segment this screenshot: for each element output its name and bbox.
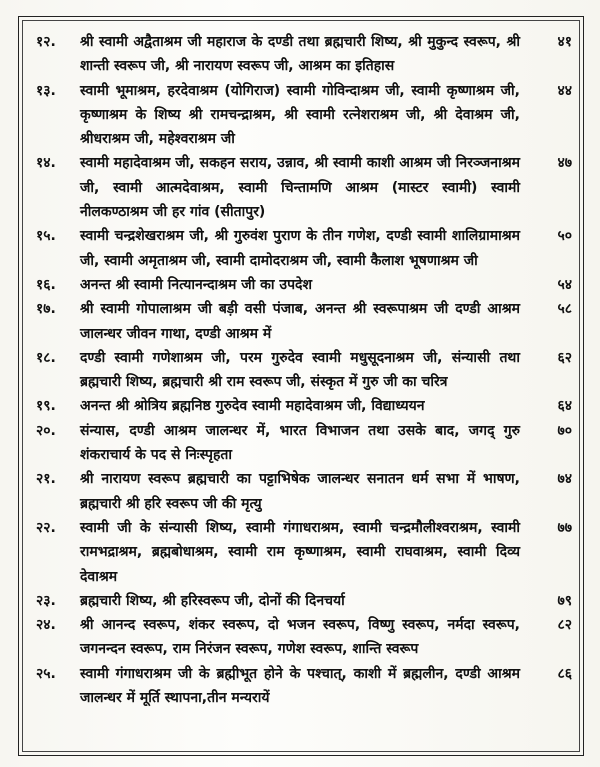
toc-entry-21 (36, 467, 576, 516)
entry-number: १४. (36, 155, 56, 172)
toc-entry-23 (36, 589, 576, 613)
entry-number: १६. (36, 276, 56, 293)
entry-page-number: ७७ (557, 519, 572, 536)
table-of-contents (36, 30, 576, 710)
entry-number: २२. (36, 519, 56, 536)
entry-title: स्वामी जी के संन्यासी शिष्य, स्वामी गंगाधराश्रम, स्वामी चन्द्रमौलीश्वराश्रम, स्वामी रामभद्राश्रम, ब्रह्मबोधाश्रम, स्वामी राम कृष्णाश्रम, स्वामी राघवाश्रम, स्वामी दिव्य देवाश्रम (80, 519, 520, 585)
entry-page-number: ६२ (557, 349, 572, 366)
entry-title: अनन्त श्री श्रोत्रिय ब्रह्मनिष्ठ गुरुदेव स्वामी महादेवाश्रम जी, विद्याध्ययन (80, 398, 425, 415)
entry-page-number: ८२ (557, 617, 572, 634)
entry-page-number: ४७ (557, 155, 572, 172)
entry-number: २४. (36, 617, 56, 634)
toc-entry-16 (36, 273, 576, 297)
entry-title: स्वामी गंगाधराश्रम जी के ब्रह्मीभूत होने के पश्चात्, काशी में ब्रह्मलीन, दण्डी आश्रम जालन्धर में मूर्ति स्थापना,तीन मन्यरायें (80, 665, 520, 707)
entry-number: १३. (36, 82, 56, 99)
entry-number: १७. (36, 301, 56, 318)
entry-title: श्री स्वामी अद्वैताश्रम जी महाराज के दण्डी तथा ब्रह्मचारी शिष्य, श्री मुकुन्द स्वरूप, श्री शान्ती स्वरूप जी, श्री नारायण स्वरूप जी, आश्रम का इतिहास (80, 34, 520, 75)
entry-number: १९. (36, 398, 56, 415)
entry-number: २५. (36, 665, 56, 682)
toc-entry-24 (36, 613, 576, 662)
entry-page-number: ८६ (557, 665, 572, 682)
toc-entry-14 (36, 151, 576, 224)
toc-entry-12 (36, 30, 576, 79)
entry-title: स्वामी चन्द्रशेखराश्रम जी, श्री गुरुवंश पुराण के तीन गणेश, दण्डी स्वामी शालिग्रामाश्रम जी, स्वामी अमृताश्रम जी, स्वामी दामोदराश्रम जी, स्वामी कैलाश भूषणाश्रम जी (80, 228, 520, 269)
entry-page-number: ५० (557, 228, 572, 245)
toc-entry-20 (36, 419, 576, 468)
entry-number: २३. (36, 592, 56, 609)
entry-number: १८. (36, 349, 56, 366)
entry-title: श्री नारायण स्वरूप ब्रह्मचारी का पट्टाभिषेक जालन्धर सनातन धर्म सभा में भाषण, ब्रह्मचारी श्री हरि स्वरूप जी की मृत्यु (80, 471, 520, 512)
entry-page-number: ७४ (557, 471, 572, 488)
entry-title: श्री स्वामी गोपालाश्रम जी बड़ी वसी पंजाब, अनन्त श्री स्वरूपाश्रम जी दण्डी आश्रम जालन्धर जीवन गाथा, दण्डी आश्रम में (80, 301, 520, 342)
entry-page-number: ४१ (557, 34, 572, 50)
entry-number: २१. (36, 471, 56, 488)
entry-title: स्वामी महादेवाश्रम जी, सकहन सराय, उन्नाव, श्री स्वामी काशी आश्रम जी निरञ्जनाश्रम जी, स्वामी आत्मदेवाश्रम, स्वामी चिन्तामणि आश्रम (मास्टर स्वामी) स्वामी नीलकण्ठाश्रम जी हर गांव (सीतापुर) (80, 155, 520, 221)
entry-page-number: ५८ (557, 301, 572, 318)
entry-title: श्री आनन्द स्वरूप, शंकर स्वरूप, दो भजन स्वरूप, विष्णु स्वरूप, नर्मदा स्वरूप, जगनन्दन स्वरूप, राम निरंजन स्वरूप, गणेश स्वरूप, शान्ति स्वरूप (80, 617, 520, 658)
toc-entry-15 (36, 224, 576, 273)
entry-page-number: ४४ (557, 82, 572, 99)
entry-number: १२. (36, 34, 56, 50)
entry-title: ब्रह्मचारी शिष्य, श्री हरिस्वरूप जी, दोनों की दिनचर्या (80, 592, 345, 609)
entry-number: १५. (36, 228, 56, 245)
entry-number: २०. (36, 422, 56, 439)
entry-title: स्वामी भूमाश्रम, हरदेवाश्रम (योगिराज) स्वामी गोविन्दाश्रम जी, स्वामी कृष्णाश्रम जी, कृष्णाश्रम के शिष्य श्री रामचन्द्राश्रम, श्री स्वामी रत्नेशराश्रम जी, श्री देवाश्रम जी, श्रीधराश्रम जी, महेश्वराश्रम जी (80, 82, 520, 148)
toc-entry-18 (36, 346, 576, 395)
entry-title: दण्डी स्वामी गणेशाश्रम जी, परम गुरुदेव स्वामी मधुसूदनाश्रम जी, संन्यासी तथा ब्रह्मचारी शिष्य, ब्रह्मचारी श्री राम स्वरूप जी, संस्कृत में गुरु जी का चरित्र (80, 349, 520, 391)
entry-title: अनन्त श्री स्वामी नित्यानन्दाश्रम जी का उपदेश (80, 276, 313, 293)
entry-page-number: ७९ (557, 592, 572, 609)
entry-title: संन्यास, दण्डी आश्रम जालन्धर में, भारत विभाजन तथा उसके बाद, जगद् गुरु शंकराचार्य के पद से निःस्पृहता (80, 422, 520, 464)
entry-page-number: ६४ (557, 398, 572, 415)
entry-page-number: ५४ (557, 276, 572, 293)
toc-entry-19 (36, 394, 576, 418)
entry-page-number: ७० (557, 422, 572, 439)
toc-entry-17 (36, 297, 576, 346)
toc-entry-22 (36, 516, 576, 589)
toc-entry-25 (36, 662, 576, 711)
toc-entry-13 (36, 79, 576, 152)
